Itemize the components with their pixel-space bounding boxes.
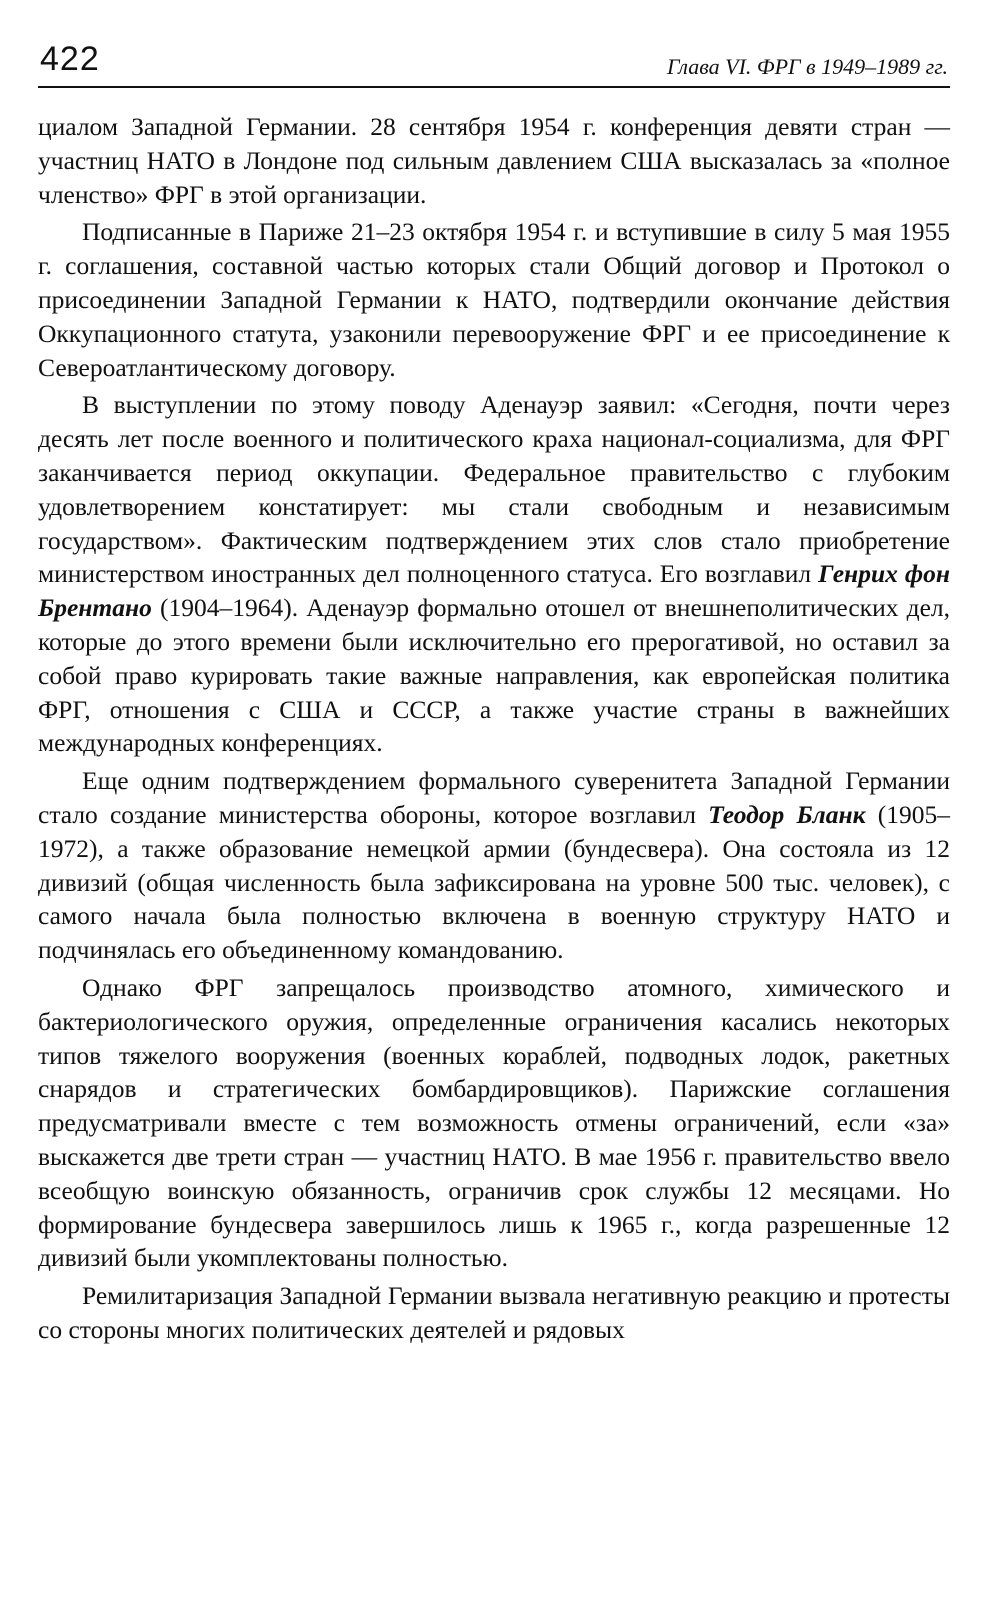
person-name-blank: Теодор Бланк: [708, 799, 866, 829]
body-text: [38, 110, 950, 1347]
paragraph-text: Еще одним подтверждением формального суверенитета Западной Германии стало создание министерства обороны, которое возглавил: [38, 766, 950, 829]
paragraph-6: [38, 1279, 950, 1347]
paragraph-4: [38, 764, 950, 967]
person-name-brentano: Генрих фон Брентано: [38, 559, 950, 623]
paragraph-text: (1904–1964). Аденауэр формально отошел от внешнеполитических дел, которые до этого времени были исключительно его прерогативой, но оставил за собой право курировать такие важные направления, как европейская политика ФРГ, отношения с США и СССР, а также участие страны в важнейших международных конференциях.: [38, 593, 950, 758]
paragraph-3: [38, 388, 950, 760]
page-header: [38, 40, 950, 88]
page-number: 422: [40, 40, 100, 78]
paragraph-text: циалом Западной Германии. 28 сентября 1954 г. конференция девяти стран — участниц НАТО в Лондоне под сильным давлением США высказалась за «полное членство» ФРГ в этой организации.: [38, 112, 950, 209]
paragraph-text: Подписанные в Париже 21–23 октября 1954 г. и вступившие в силу 5 мая 1955 г. соглашения, составной частью которых стали Общий договор и Протокол о присоединении Западной Германии к НАТО, подтвердили окончание действия Оккупационного статута, узаконили перевооружение ФРГ и ее присоединение к Североатлантическому договору.: [38, 217, 950, 382]
book-page: [38, 40, 950, 1347]
paragraph-2: [38, 215, 950, 384]
paragraph-text: (1905–1972), а также образование немецкой армии (бундесвера). Она состояла из 12 дивизий (общая численность была зафиксирована на уровне 500 тыс. человек), с самого начала была полностью включена в военную структуру НАТО и подчинялась его объединенному командованию.: [38, 799, 950, 965]
paragraph-text: Однако ФРГ запрещалось производство атомного, химического и бактериологического оружия, определенные ограничения касались некоторых типов тяжелого вооружения (военных кораблей, подводных лодок, ракетных снарядов и стратегических бомбардировщиков). Парижские соглашения предусматривали вместе с тем возможность отмены ограничений, если «за» выскажется две трети стран — участниц НАТО. В мае 1956 г. правительство ввело всеобщую воинскую обязанность, ограничив срок службы 12 месяцами. Но формирование бундесвера завершилось лишь к 1965 г., когда разрешенные 12 дивизий были укомплектованы полностью.: [38, 972, 950, 1273]
paragraph-5: [38, 971, 950, 1275]
paragraph-1: [38, 110, 950, 211]
paragraph-text: В выступлении по этому поводу Аденауэр заявил: «Сегодня, почти через десять лет после военного и политического краха национал-социализма, для ФРГ заканчивается период оккупации. Федеральное правительство с глубоким удовлетворением констатирует: мы стали свободным и независимым государством». Фактическим подтверждением этих слов стало приобретение министерством иностранных дел полноценного статуса. Его возглавил: [38, 390, 950, 589]
paragraph-text: Ремилитаризация Западной Германии вызвала негативную реакцию и протесты со стороны многих политических деятелей и рядовых: [38, 1281, 950, 1344]
running-head: Глава VI. ФРГ в 1949–1989 гг.: [667, 54, 948, 79]
